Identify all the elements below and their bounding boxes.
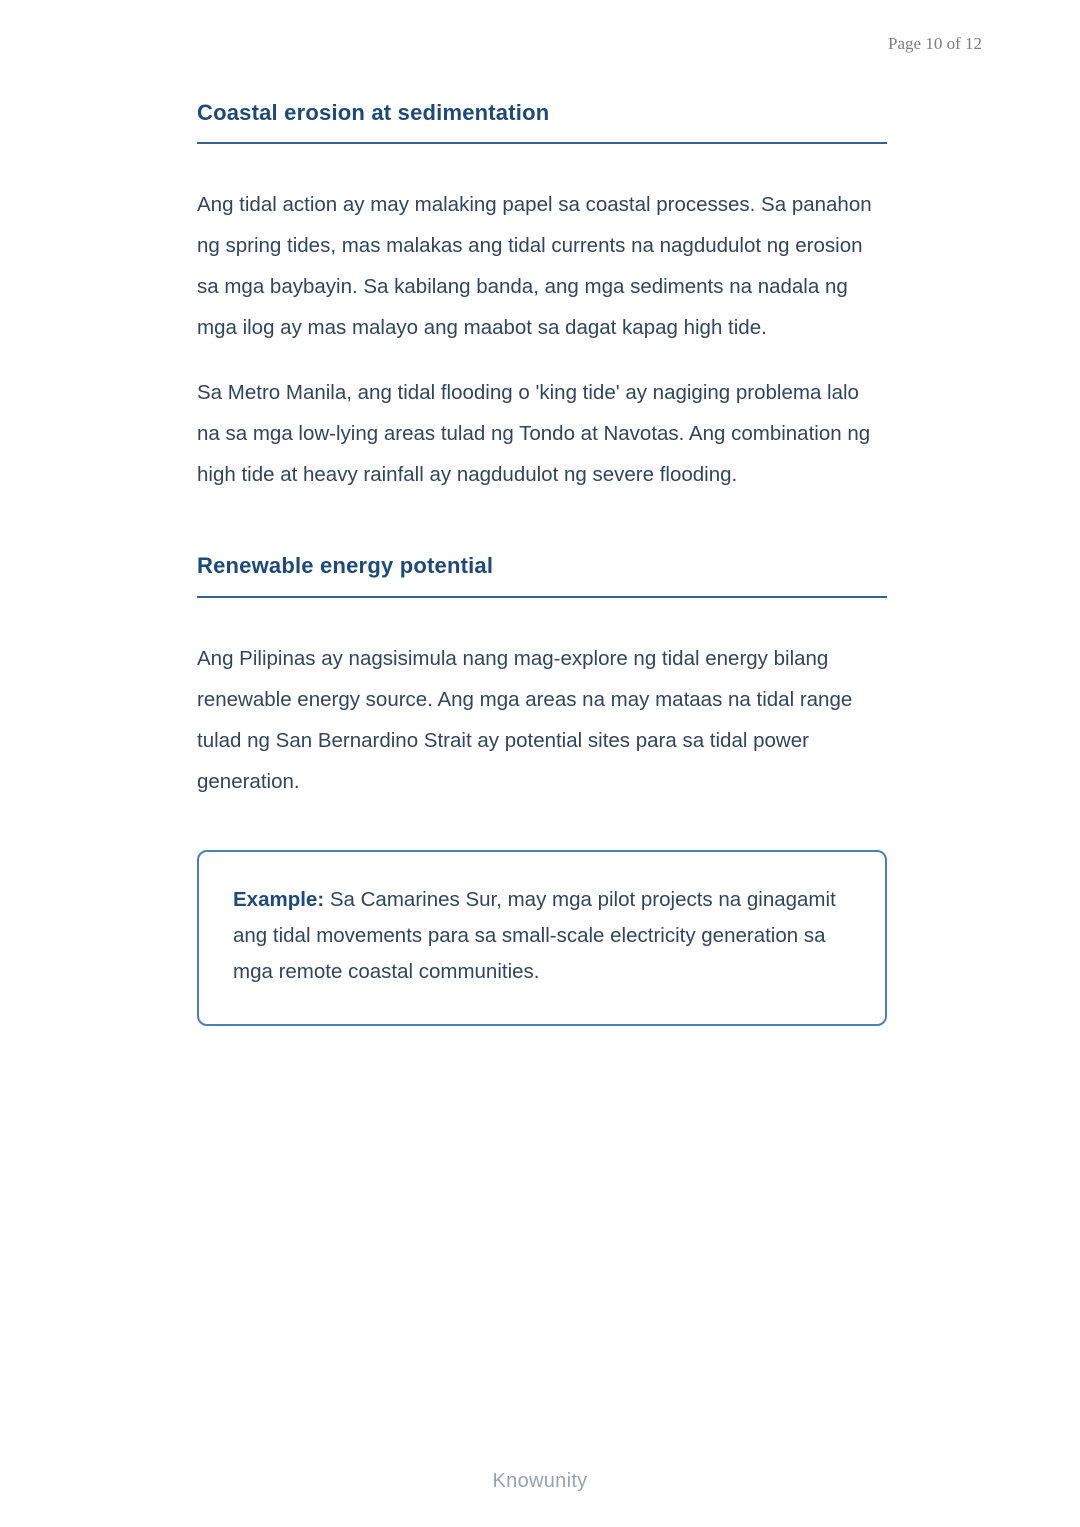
section-renewable-energy (197, 553, 887, 1025)
paragraph: Ang Pilipinas ay nagsisimula nang mag-explore ng tidal energy bilang renewable energy source. Ang mga areas na may mataas na tidal range tulad ng San Bernardino Strait ay potential sites para sa tidal power generation. (197, 646, 853, 793)
example-label: Example: (233, 887, 325, 911)
example-box (197, 850, 887, 1026)
paragraph: Sa Metro Manila, ang tidal flooding o 'king tide' ay nagiging problema lalo na sa mga low-lying areas tulad ng Tondo at Navotas. Ang combination ng high tide at heavy rainfall ay nagdudulot ng severe flooding. (197, 381, 871, 487)
document-content (197, 100, 887, 1026)
section-heading: Renewable energy potential (197, 553, 494, 579)
page-indicator: Page 10 of 12 (888, 34, 982, 53)
section-coastal-erosion (197, 100, 887, 495)
heading-rule (197, 142, 887, 144)
section-heading: Coastal erosion at sedimentation (197, 100, 550, 125)
example-text: Sa Camarines Sur, may mga pilot projects na ginagamit ang tidal movements para sa small-scale electricity generation sa mga remote coastal communities. (233, 887, 836, 983)
footer-brand: Knowunity (492, 1470, 588, 1492)
example-paragraph (233, 882, 849, 990)
paragraph: Ang tidal action ay may malaking papel sa coastal processes. Sa panahon ng spring tides, mas malakas ang tidal currents na nagdudulot ng erosion sa mga baybayin. Sa kabilang banda, ang mga sediments na nadala ng mga ilog ay mas malayo ang maabot sa dagat kapag high tide. (197, 193, 872, 340)
heading-rule (197, 596, 887, 598)
